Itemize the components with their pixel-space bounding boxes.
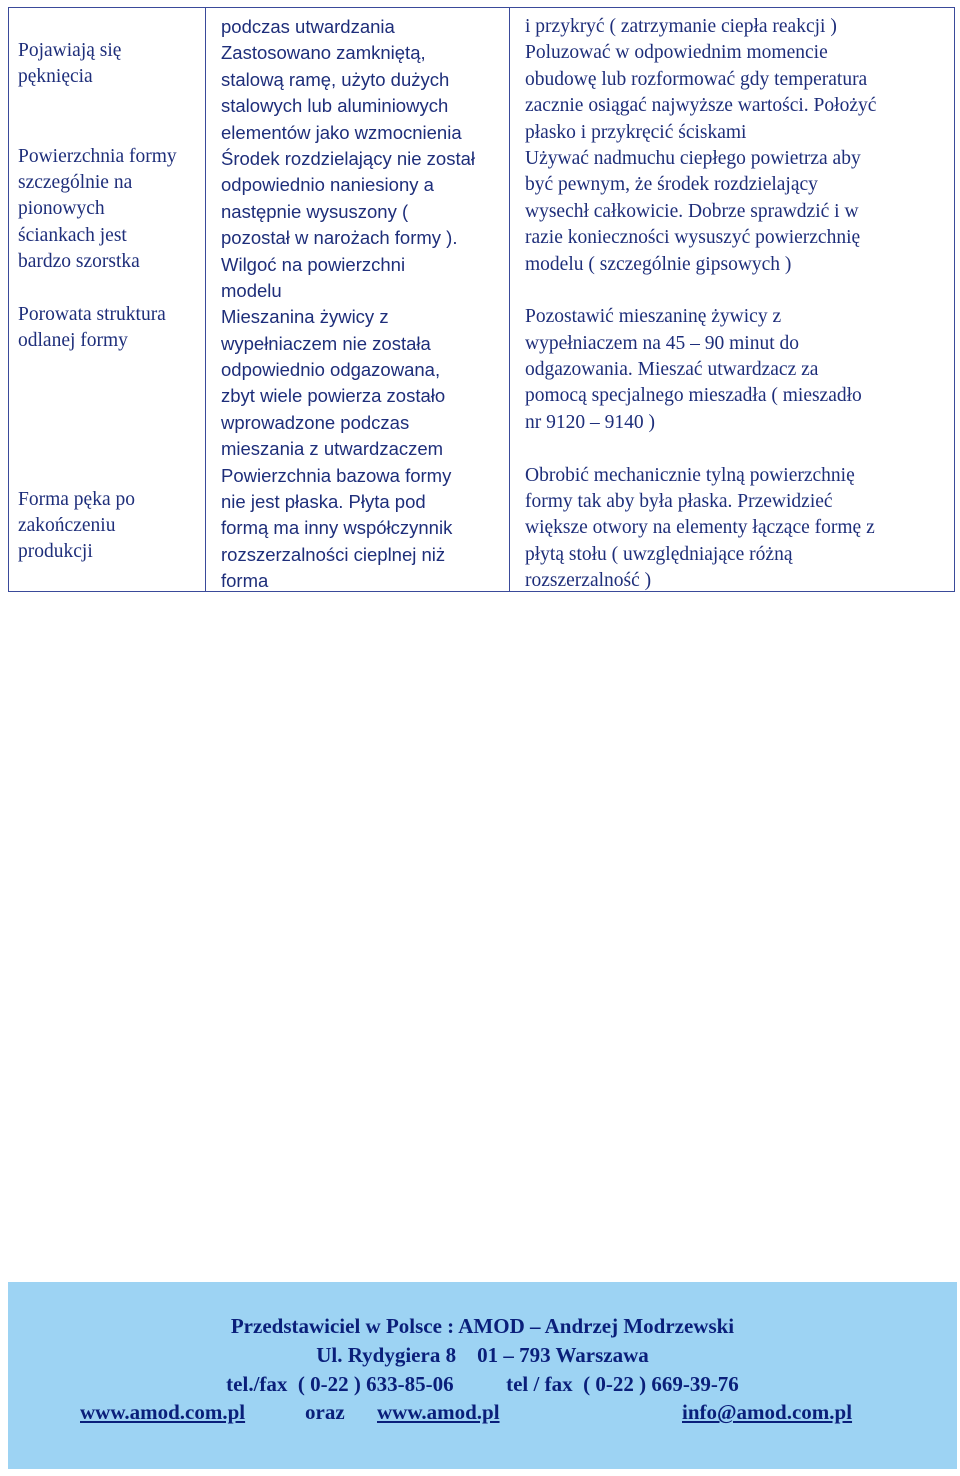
problem-column <box>18 38 177 566</box>
col3-line: większe otwory na elementy łączące formę z <box>525 517 875 539</box>
col2-line: forma <box>221 570 269 592</box>
col1-line <box>18 355 177 381</box>
col2-line: Wilgoć na powierzchni <box>221 253 406 275</box>
links-row <box>8 1398 957 1427</box>
col3-line: płasko i przykręcić ściskami <box>525 121 747 143</box>
col2-line: Środek rozdzielający nie został <box>221 147 475 169</box>
col2-line: mieszania z utwardzaczem <box>221 438 444 460</box>
col1-line: ściankach jest <box>18 224 127 246</box>
col1-line: Powierzchnia formy <box>18 145 177 167</box>
col3-line: i przykryć ( zatrzymanie ciepła reakcji ) <box>525 16 837 37</box>
col2-line: wypełniaczem nie została <box>221 332 431 354</box>
col3-line: zacznie osiągać najwyższe wartości. Położyć <box>525 95 877 117</box>
cause-column <box>221 14 475 595</box>
col3-line: Poluzować w odpowiednim momencie <box>525 42 828 64</box>
col3-line: modelu ( szczególnie gipsowych ) <box>525 253 792 275</box>
col2-line: formą ma inny współczynnik <box>221 517 453 539</box>
email-link[interactable]: info@amod.com.pl <box>682 1400 853 1425</box>
col3-line: Używać nadmuchu ciepłego powietrza aby <box>525 147 861 169</box>
col1-line <box>18 460 177 486</box>
col3-line: Pozostawić mieszaninę żywicy z <box>525 306 782 328</box>
col3-line: płytą stołu ( uwzględniające różną <box>525 543 793 565</box>
phone-line: tel./fax ( 0-22 ) 633-85-06 tel / fax ( 0-22 ) 669-39-76 <box>226 1371 739 1396</box>
troubleshooting-table <box>8 7 955 592</box>
col1-line <box>18 91 177 117</box>
website-link-1[interactable]: www.amod.com.pl <box>80 1400 246 1425</box>
col2-line: odpowiednio naniesiony a <box>221 174 434 196</box>
col2-line: stalową ramę, użyto dużych <box>221 68 450 90</box>
col3-line: obudowę lub rozformować gdy temperatura <box>525 68 868 90</box>
col1-line: bardzo szorstka <box>18 251 140 273</box>
col2-line: wprowadzone podczas <box>221 411 410 433</box>
col2-line: zbyt wiele powierza zostało <box>221 385 446 407</box>
col3-line <box>525 436 876 462</box>
col2-line: stalowych lub aluminiowych <box>221 95 449 117</box>
col2-line: Mieszanina żywicy z <box>221 306 389 328</box>
col1-line: zakończeniu <box>18 515 116 537</box>
col1-line: Porowata struktura <box>18 303 166 325</box>
col1-line <box>18 276 177 302</box>
col1-line: produkcji <box>18 541 93 563</box>
col3-line: odgazowania. Mieszać utwardzacz za <box>525 359 819 381</box>
col1-line: odlanej formy <box>18 330 128 352</box>
col2-line: pozostał w narożach formy ). <box>221 227 458 249</box>
oraz-text: oraz <box>305 1400 345 1425</box>
col1-line <box>18 434 177 460</box>
col3-line: wypełniaczem na 45 – 90 minut do <box>525 332 800 354</box>
remedy-column <box>525 14 876 595</box>
column-divider-1 <box>205 8 206 591</box>
col1-line: Pojawiają się <box>18 40 122 61</box>
col1-line: szczególnie na <box>18 171 133 193</box>
col1-line: pęknięcia <box>18 66 93 88</box>
col2-line: Zastosowano zamkniętą, <box>221 42 426 64</box>
col2-line: podczas utwardzania <box>221 16 395 37</box>
col3-line: pomocą specjalnego mieszadła ( mieszadło <box>525 385 862 407</box>
column-divider-2 <box>509 8 510 591</box>
address-line: Ul. Rydygiera 8 01 – 793 Warszawa <box>316 1342 649 1367</box>
contact-footer <box>8 1282 957 1469</box>
col2-line: nie jest płaska. Płyta pod <box>221 491 426 513</box>
col3-line: być pewnym, że środek rozdzielający <box>525 174 818 196</box>
col1-line <box>18 407 177 433</box>
col3-line: Obrobić mechanicznie tylną powierzchnię <box>525 464 855 486</box>
col2-line: rozszerzalności cieplnej niż <box>221 543 446 565</box>
col1-line: Forma pęka po <box>18 488 135 510</box>
col2-line: Powierzchnia bazowa formy <box>221 464 452 486</box>
col1-line <box>18 381 177 407</box>
col3-line: razie konieczności wysuszyć powierzchnię <box>525 227 861 249</box>
col2-line: modelu <box>221 279 282 301</box>
col3-line <box>525 278 876 304</box>
col3-line: rozszerzalność ) <box>525 570 652 592</box>
col3-line: nr 9120 – 9140 ) <box>525 411 655 433</box>
col2-line: następnie wysuszony ( <box>221 200 409 222</box>
representative-line: Przedstawiciel w Polsce : AMOD – Andrzej Modrzewski <box>230 1314 735 1338</box>
col2-line: elementów jako wzmocnienia <box>221 121 462 143</box>
col3-line: formy tak aby była płaska. Przewidzieć <box>525 491 833 513</box>
col1-line: pionowych <box>18 198 105 220</box>
col3-line: wysechł całkowicie. Dobrze sprawdzić i w <box>525 200 859 222</box>
col2-line: odpowiednio odgazowana, <box>221 359 441 381</box>
col1-line <box>18 117 177 143</box>
website-link-2[interactable]: www.amod.pl <box>377 1400 500 1425</box>
